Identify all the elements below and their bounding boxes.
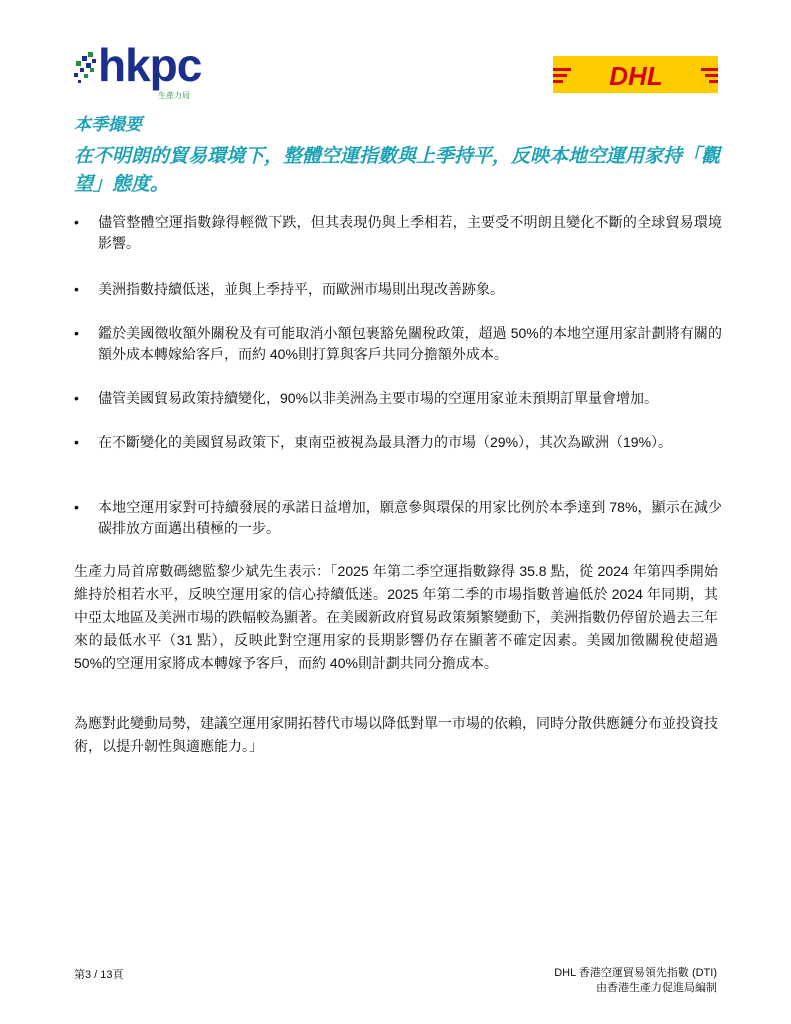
footer-credits (554, 966, 717, 996)
dhl-logo-text: DHL (609, 61, 663, 91)
dhl-logo (553, 56, 718, 93)
bullet-marker: • (74, 214, 79, 230)
hkpc-dots-icon (74, 52, 100, 88)
compiled-by: 由香港生產力促進局編制 (596, 982, 717, 994)
bullet-item (74, 323, 722, 365)
report-name: DHL 香港空運貿易領先指數 (DTI) (554, 967, 717, 979)
dhl-stripes-icon (553, 56, 718, 93)
section-title: 本季撮要 (74, 115, 142, 134)
bullet-text: 本地空運用家對可持續發展的承諾日益增加，願意參與環保的用家比例於本季達到 78%，顯示在減少碳排放方面邁出積極的一步。 (98, 499, 722, 536)
bullet-text: 儘管美國貿易政策持續變化，90%以非美洲為主要市場的空運用家並未預期訂單量會增加。 (98, 390, 659, 406)
bullet-marker: • (74, 499, 79, 515)
bullet-item (74, 279, 722, 300)
hkpc-logo-text: hkpc (98, 39, 202, 91)
bullet-text: 在不斷變化的美國貿易政策下，東南亞被視為最具潛力的市場（29%），其次為歐洲（19%）。 (98, 434, 673, 450)
bullet-item (74, 388, 722, 409)
bullet-text: 鑑於美國徵收額外關稅及有可能取消小額包裹豁免關稅政策，超過 50%的本地空運用家計劃將有關的額外成本轉嫁給客戶，而約 40%則打算與客戶共同分擔額外成本。 (98, 325, 722, 362)
bullet-item (74, 432, 722, 453)
bullet-marker: • (74, 325, 79, 341)
bullet-item (74, 497, 722, 539)
bullet-item (74, 212, 722, 254)
bullet-marker: • (74, 434, 79, 450)
headline: 在不明朗的貿易環境下，整體空運指數與上季持平，反映本地空運用家持「觀望」態度。 (74, 146, 721, 195)
recommendation-paragraph: 為應對此變動局勢，建議空運用家開拓替代市場以降低對單一市場的依賴，同時分散供應鏈分布並投資技術，以提升韌性與適應能力。」 (74, 715, 718, 754)
hkpc-logo-subtitle: 生產力局 (158, 91, 190, 100)
quote-paragraph: 生產力局首席數碼總監黎少斌先生表示：「2025 年第二季空運指數錄得 35.8 點，從 2024 年第四季開始維持於相若水平，反映空運用家的信心持續低迷。2025 年第二季的市場指數普遍低於 2024 年同期，其中亞太地區及美洲市場的跌幅較為顯著。在美國新政府貿易政策頻繁變動下，美洲指數仍停留於過去三年來的最低水平（31 點），反映此對空運用家的長期影響仍存在顯著不確定因素。美國加徵關稅使超過 50%的空運用家將成本轉嫁予客戶，而約 40%則計劃共同分擔成本。 (74, 563, 718, 671)
bullet-marker: • (74, 281, 79, 297)
hkpc-logo (74, 39, 214, 106)
bullet-marker: • (74, 390, 79, 406)
bullet-text: 美洲指數持續低迷，並與上季持平，而歐洲市場則出現改善跡象。 (98, 281, 504, 297)
bullet-text: 儘管整體空運指數錄得輕微下跌，但其表現仍與上季相若，主要受不明朗且變化不斷的全球貿易環境影響。 (98, 214, 722, 251)
page-number: 第3 / 13頁 (74, 969, 124, 981)
